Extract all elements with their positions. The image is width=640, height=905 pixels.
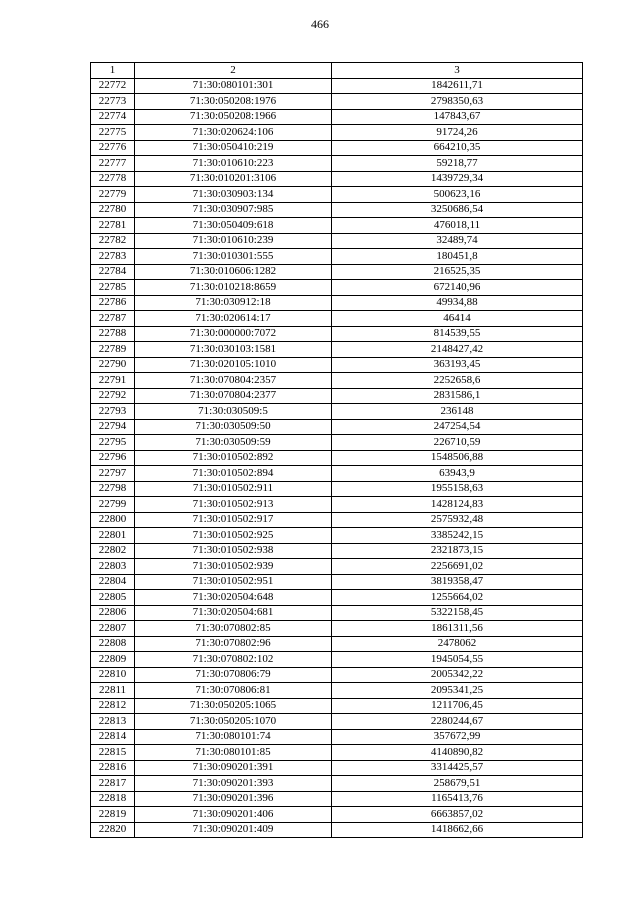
row-number-cell: 22798 <box>91 481 135 497</box>
column-header-2: 2 <box>135 63 332 79</box>
table-row <box>91 450 583 466</box>
cadastral-value-cell: 1418662,66 <box>332 822 583 838</box>
cadastral-value-cell: 363193,45 <box>332 357 583 373</box>
cadastral-value-cell: 59218,77 <box>332 156 583 172</box>
cadastral-value-table <box>90 62 583 838</box>
table-row <box>91 156 583 172</box>
row-number-cell: 22817 <box>91 776 135 792</box>
cadastral-value-cell: 500623,16 <box>332 187 583 203</box>
cadastral-number-cell: 71:30:070802:85 <box>135 621 332 637</box>
cadastral-value-cell: 2005342,22 <box>332 667 583 683</box>
row-number-cell: 22788 <box>91 326 135 342</box>
cadastral-value-cell: 1945054,55 <box>332 652 583 668</box>
cadastral-number-cell: 71:30:010502:917 <box>135 512 332 528</box>
table-row <box>91 497 583 513</box>
cadastral-number-cell: 71:30:010502:939 <box>135 559 332 575</box>
table-row <box>91 233 583 249</box>
table-row <box>91 140 583 156</box>
row-number-cell: 22813 <box>91 714 135 730</box>
row-number-cell: 22773 <box>91 94 135 110</box>
cadastral-number-cell: 71:30:020105:1010 <box>135 357 332 373</box>
cadastral-value-cell: 2321873,15 <box>332 543 583 559</box>
table-row <box>91 822 583 838</box>
cadastral-number-cell: 71:30:070802:102 <box>135 652 332 668</box>
row-number-cell: 22784 <box>91 264 135 280</box>
cadastral-number-cell: 71:30:090201:409 <box>135 822 332 838</box>
cadastral-number-cell: 71:30:010606:1282 <box>135 264 332 280</box>
cadastral-value-cell: 147843,67 <box>332 109 583 125</box>
row-number-cell: 22774 <box>91 109 135 125</box>
cadastral-value-cell: 4140890,82 <box>332 745 583 761</box>
cadastral-number-cell: 71:30:010502:913 <box>135 497 332 513</box>
table-row <box>91 466 583 482</box>
cadastral-number-cell: 71:30:090201:393 <box>135 776 332 792</box>
cadastral-number-cell: 71:30:080101:74 <box>135 729 332 745</box>
cadastral-number-cell: 71:30:000000:7072 <box>135 326 332 342</box>
cadastral-number-cell: 71:30:050410:219 <box>135 140 332 156</box>
table-row <box>91 621 583 637</box>
row-number-cell: 22772 <box>91 78 135 94</box>
row-number-cell: 22819 <box>91 807 135 823</box>
cadastral-value-cell: 247254,54 <box>332 419 583 435</box>
cadastral-value-cell: 2095341,25 <box>332 683 583 699</box>
cadastral-value-cell: 2831586,1 <box>332 388 583 404</box>
cadastral-value-cell: 226710,59 <box>332 435 583 451</box>
cadastral-number-cell: 71:30:010218:8659 <box>135 280 332 296</box>
row-number-cell: 22800 <box>91 512 135 528</box>
cadastral-value-cell: 216525,35 <box>332 264 583 280</box>
cadastral-number-cell: 71:30:010201:3106 <box>135 171 332 187</box>
cadastral-value-cell: 672140,96 <box>332 280 583 296</box>
row-number-cell: 22792 <box>91 388 135 404</box>
table-row <box>91 481 583 497</box>
cadastral-number-cell: 71:30:090201:396 <box>135 791 332 807</box>
cadastral-value-cell: 1255664,02 <box>332 590 583 606</box>
table-row <box>91 512 583 528</box>
row-number-cell: 22789 <box>91 342 135 358</box>
cadastral-number-cell: 71:30:020504:681 <box>135 605 332 621</box>
row-number-cell: 22805 <box>91 590 135 606</box>
row-number-cell: 22812 <box>91 698 135 714</box>
cadastral-number-cell: 71:30:050208:1976 <box>135 94 332 110</box>
table-row <box>91 249 583 265</box>
table-row <box>91 435 583 451</box>
cadastral-value-cell: 664210,35 <box>332 140 583 156</box>
table-body <box>91 78 583 838</box>
cadastral-value-cell: 91724,26 <box>332 125 583 141</box>
cadastral-number-cell: 71:30:050409:618 <box>135 218 332 234</box>
cadastral-value-cell: 1842611,71 <box>332 78 583 94</box>
cadastral-value-cell: 357672,99 <box>332 729 583 745</box>
table-row <box>91 760 583 776</box>
cadastral-value-cell: 180451,8 <box>332 249 583 265</box>
cadastral-value-cell: 3250686,54 <box>332 202 583 218</box>
cadastral-value-cell: 2256691,02 <box>332 559 583 575</box>
row-number-cell: 22790 <box>91 357 135 373</box>
table-header <box>91 63 583 79</box>
row-number-cell: 22810 <box>91 667 135 683</box>
cadastral-number-cell: 71:30:020614:17 <box>135 311 332 327</box>
table-row <box>91 636 583 652</box>
row-number-cell: 22780 <box>91 202 135 218</box>
table-row <box>91 373 583 389</box>
cadastral-number-cell: 71:30:030912:18 <box>135 295 332 311</box>
cadastral-number-cell: 71:30:070804:2377 <box>135 388 332 404</box>
header-row <box>91 63 583 79</box>
table-row <box>91 590 583 606</box>
page-number: 466 <box>311 17 329 31</box>
cadastral-number-cell: 71:30:050205:1065 <box>135 698 332 714</box>
cadastral-number-cell: 71:30:010610:239 <box>135 233 332 249</box>
row-number-cell: 22799 <box>91 497 135 513</box>
cadastral-value-cell: 1211706,45 <box>332 698 583 714</box>
table-row <box>91 171 583 187</box>
cadastral-value-cell: 476018,11 <box>332 218 583 234</box>
cadastral-number-cell: 71:30:010301:555 <box>135 249 332 265</box>
table-row <box>91 326 583 342</box>
table-row <box>91 404 583 420</box>
cadastral-number-cell: 71:30:080101:85 <box>135 745 332 761</box>
table-row <box>91 776 583 792</box>
table-row <box>91 574 583 590</box>
cadastral-value-cell: 46414 <box>332 311 583 327</box>
cadastral-value-cell: 2575932,48 <box>332 512 583 528</box>
cadastral-value-cell: 6663857,02 <box>332 807 583 823</box>
row-number-cell: 22804 <box>91 574 135 590</box>
table-row <box>91 729 583 745</box>
cadastral-value-cell: 1428124,83 <box>332 497 583 513</box>
cadastral-value-cell: 1955158,63 <box>332 481 583 497</box>
row-number-cell: 22777 <box>91 156 135 172</box>
row-number-cell: 22801 <box>91 528 135 544</box>
cadastral-value-cell: 3314425,57 <box>332 760 583 776</box>
table-row <box>91 94 583 110</box>
table-row <box>91 605 583 621</box>
row-number-cell: 22808 <box>91 636 135 652</box>
table-row <box>91 388 583 404</box>
table-row <box>91 187 583 203</box>
cadastral-number-cell: 71:30:020504:648 <box>135 590 332 606</box>
table-row <box>91 559 583 575</box>
cadastral-number-cell: 71:30:030509:5 <box>135 404 332 420</box>
row-number-cell: 22787 <box>91 311 135 327</box>
row-number-cell: 22814 <box>91 729 135 745</box>
cadastral-value-cell: 1165413,76 <box>332 791 583 807</box>
table-row <box>91 295 583 311</box>
cadastral-value-cell: 2148427,42 <box>332 342 583 358</box>
cadastral-value-cell: 2252658,6 <box>332 373 583 389</box>
table-row <box>91 667 583 683</box>
cadastral-value-cell: 258679,51 <box>332 776 583 792</box>
table-row <box>91 342 583 358</box>
cadastral-value-cell: 32489,74 <box>332 233 583 249</box>
table-row <box>91 543 583 559</box>
row-number-cell: 22797 <box>91 466 135 482</box>
cadastral-number-cell: 71:30:010502:894 <box>135 466 332 482</box>
table-row <box>91 280 583 296</box>
cadastral-number-cell: 71:30:090201:391 <box>135 760 332 776</box>
row-number-cell: 22815 <box>91 745 135 761</box>
row-number-cell: 22809 <box>91 652 135 668</box>
row-number-cell: 22781 <box>91 218 135 234</box>
row-number-cell: 22807 <box>91 621 135 637</box>
row-number-cell: 22786 <box>91 295 135 311</box>
table-row <box>91 698 583 714</box>
cadastral-number-cell: 71:30:070806:79 <box>135 667 332 683</box>
row-number-cell: 22778 <box>91 171 135 187</box>
row-number-cell: 22806 <box>91 605 135 621</box>
table-row <box>91 125 583 141</box>
cadastral-number-cell: 71:30:010502:938 <box>135 543 332 559</box>
cadastral-value-cell: 2478062 <box>332 636 583 652</box>
row-number-cell: 22791 <box>91 373 135 389</box>
cadastral-value-cell: 1548506,88 <box>332 450 583 466</box>
row-number-cell: 22782 <box>91 233 135 249</box>
table-row <box>91 791 583 807</box>
cadastral-number-cell: 71:30:080101:301 <box>135 78 332 94</box>
row-number-cell: 22818 <box>91 791 135 807</box>
cadastral-value-cell: 49934,88 <box>332 295 583 311</box>
row-number-cell: 22796 <box>91 450 135 466</box>
table-row <box>91 419 583 435</box>
cadastral-value-cell: 2798350,63 <box>332 94 583 110</box>
row-number-cell: 22795 <box>91 435 135 451</box>
cadastral-number-cell: 71:30:070804:2357 <box>135 373 332 389</box>
row-number-cell: 22802 <box>91 543 135 559</box>
table-row <box>91 807 583 823</box>
cadastral-number-cell: 71:30:030907:985 <box>135 202 332 218</box>
table-row <box>91 528 583 544</box>
cadastral-number-cell: 71:30:020624:106 <box>135 125 332 141</box>
cadastral-value-cell: 63943,9 <box>332 466 583 482</box>
cadastral-number-cell: 71:30:010502:925 <box>135 528 332 544</box>
row-number-cell: 22811 <box>91 683 135 699</box>
table-row <box>91 78 583 94</box>
table-row <box>91 745 583 761</box>
row-number-cell: 22803 <box>91 559 135 575</box>
column-header-3: 3 <box>332 63 583 79</box>
cadastral-value-cell: 236148 <box>332 404 583 420</box>
cadastral-number-cell: 71:30:010610:223 <box>135 156 332 172</box>
row-number-cell: 22816 <box>91 760 135 776</box>
table-row <box>91 683 583 699</box>
table-row <box>91 714 583 730</box>
cadastral-number-cell: 71:30:010502:892 <box>135 450 332 466</box>
row-number-cell: 22779 <box>91 187 135 203</box>
cadastral-number-cell: 71:30:030903:134 <box>135 187 332 203</box>
cadastral-value-cell: 3385242,15 <box>332 528 583 544</box>
cadastral-number-cell: 71:30:050208:1966 <box>135 109 332 125</box>
table-row <box>91 202 583 218</box>
table-row <box>91 109 583 125</box>
row-number-cell: 22820 <box>91 822 135 838</box>
cadastral-number-cell: 71:30:070806:81 <box>135 683 332 699</box>
row-number-cell: 22794 <box>91 419 135 435</box>
cadastral-number-cell: 71:30:010502:951 <box>135 574 332 590</box>
row-number-cell: 22783 <box>91 249 135 265</box>
cadastral-value-cell: 814539,55 <box>332 326 583 342</box>
cadastral-number-cell: 71:30:030509:59 <box>135 435 332 451</box>
row-number-cell: 22785 <box>91 280 135 296</box>
table-row <box>91 311 583 327</box>
row-number-cell: 22775 <box>91 125 135 141</box>
cadastral-value-cell: 5322158,45 <box>332 605 583 621</box>
cadastral-value-cell: 2280244,67 <box>332 714 583 730</box>
table-row <box>91 652 583 668</box>
table-row <box>91 264 583 280</box>
row-number-cell: 22793 <box>91 404 135 420</box>
cadastral-number-cell: 71:30:030103:1581 <box>135 342 332 358</box>
cadastral-number-cell: 71:30:090201:406 <box>135 807 332 823</box>
cadastral-value-cell: 1861311,56 <box>332 621 583 637</box>
cadastral-number-cell: 71:30:070802:96 <box>135 636 332 652</box>
row-number-cell: 22776 <box>91 140 135 156</box>
column-header-1: 1 <box>91 63 135 79</box>
cadastral-number-cell: 71:30:010502:911 <box>135 481 332 497</box>
cadastral-number-cell: 71:30:030509:50 <box>135 419 332 435</box>
cadastral-value-cell: 3819358,47 <box>332 574 583 590</box>
cadastral-number-cell: 71:30:050205:1070 <box>135 714 332 730</box>
cadastral-value-cell: 1439729,34 <box>332 171 583 187</box>
table-row <box>91 218 583 234</box>
table-row <box>91 357 583 373</box>
